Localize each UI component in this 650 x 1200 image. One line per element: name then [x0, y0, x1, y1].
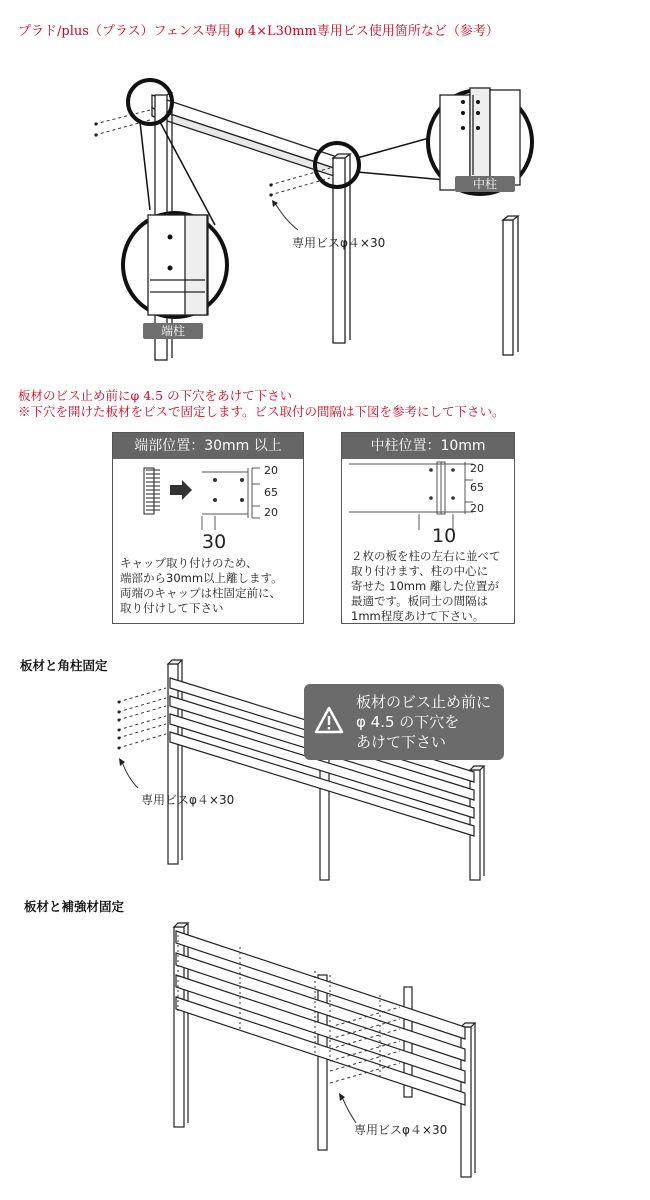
middle-position-text: ２枚の板を柱の左右に並べて 取り付けます、柱の中心に 寄せた 10mm 離した位置が 最適です。板同士の間隔は 1mm程度あけて下さい。	[351, 549, 501, 623]
end-dim-top: 20	[264, 464, 278, 477]
middle-position-drawing	[341, 460, 513, 550]
middle-position-title: 中柱位置：10mm	[342, 433, 514, 459]
end-post-badge: 端柱	[143, 323, 203, 339]
note-line-2: ※下穴を開けた板材をビスで固定します。ビス取付の間隔は下図を参考にして下さい。	[18, 404, 505, 419]
warning-box	[304, 684, 504, 760]
screw-label-square: 専用ビスφ４×30	[141, 793, 235, 807]
screw-label-reinforce: 専用ビスφ４×30	[354, 1123, 448, 1137]
warning-text: 板材のビス止め前に φ 4.5 の下穴を あけて下さい	[356, 693, 492, 751]
middle-offset-value: 10	[432, 525, 457, 547]
middle-dim-top: 20	[470, 462, 484, 475]
page-title: プラド/plus（プラス）フェンス専用 φ 4×L30mm専用ビス使用箇所など（参考）	[18, 24, 499, 39]
middle-dim-middle: 65	[470, 481, 484, 494]
screw-label-top: 専用ビスφ４×30	[292, 236, 386, 250]
end-position-title: 端部位置：30mm 以上	[113, 433, 303, 459]
end-offset-value: 30	[202, 531, 227, 553]
end-dim-bottom: 20	[264, 506, 278, 519]
top-assembly-diagram	[0, 40, 650, 370]
middle-post-badge: 中柱	[455, 176, 515, 192]
reinforce-fence-diagram	[150, 915, 480, 1185]
end-dim-middle: 65	[264, 486, 278, 499]
warning-triangle-icon	[314, 706, 344, 734]
middle-dim-bottom: 20	[470, 502, 484, 515]
section-reinforce-label: 板材と補強材固定	[24, 899, 125, 914]
note-line-1: 板材のビス止め前にφ 4.5 の下穴をあけて下さい	[18, 388, 293, 403]
section-square-post-label: 板材と角柱固定	[20, 658, 108, 673]
end-position-text: キャップ取り付けのため、 端部から30mm以上離します。 両端のキャップは柱固定前に、 取り付けして下さい	[120, 556, 283, 615]
